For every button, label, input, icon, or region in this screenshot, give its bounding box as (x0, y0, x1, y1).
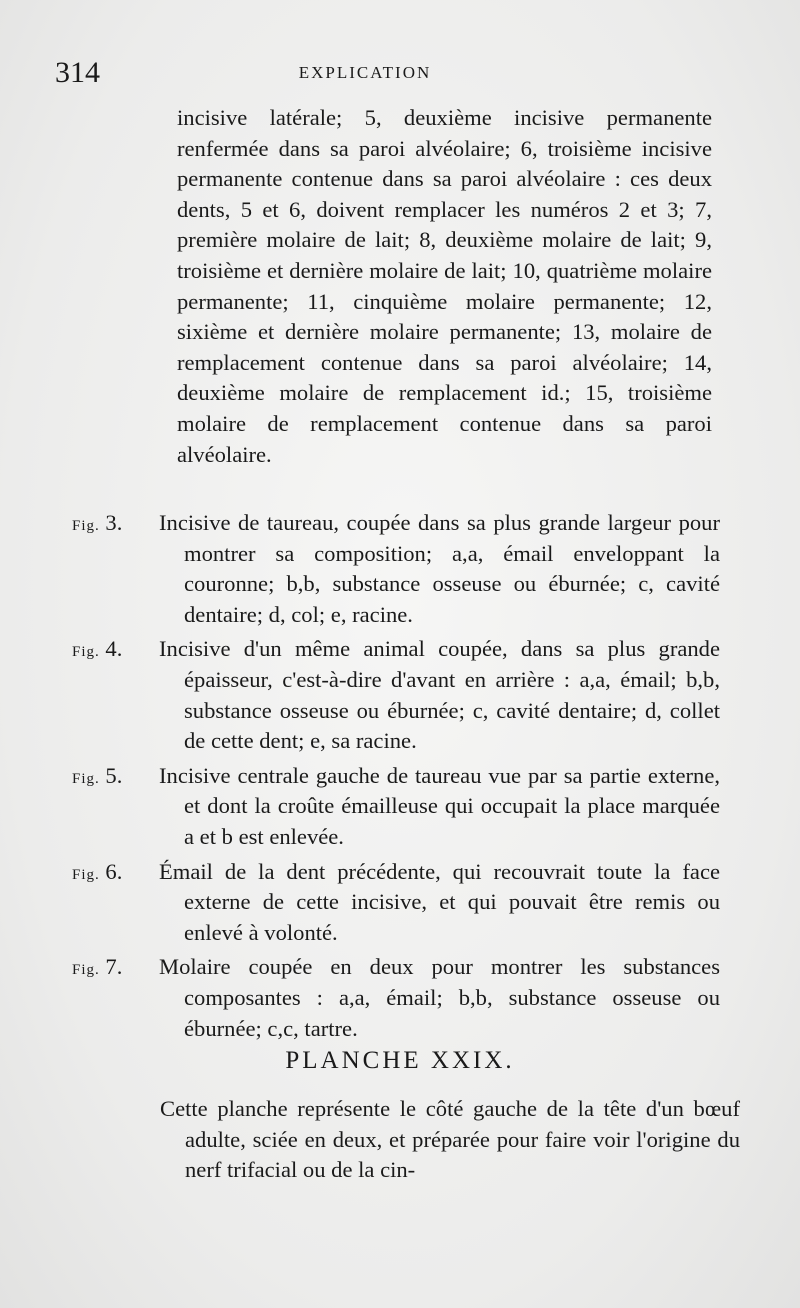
figure-label: Fig. 6. (72, 858, 123, 884)
figure-description: Molaire coupée en deux pour montrer les substances composantes : a,a, émail; b,b, substance osseuse ou éburnée; c,c, tartre. (159, 954, 720, 1041)
figure-legend-fig-5 (72, 761, 720, 853)
continued-paragraph: incisive latérale; 5, deuxième incisive permanente renfermée dans sa paroi alvéolaire; 6, troisième incisive permanente contenue dans sa paroi alvéolaire : ces deux dents, 5 et 6, doivent remplacer les numéros 2 et 3; 7, première molaire de lait; 8, deuxième molaire de lait; 9, troisième et dernière molaire de lait; 10, quatrième molaire permanente; 11, cinquième molaire permanente; 12, sixième et dernière molaire permanente; 13, molaire de remplacement contenue dans sa paroi alvéolaire; 14, deuxième molaire de remplacement id.; 15, troisième molaire de remplacement contenue dans sa paroi alvéolaire. (177, 105, 712, 467)
figure-legend-list (72, 508, 720, 1048)
figure-description: Émail de la dent précédente, qui recouvrait toute la face externe de cette incisive, et qui pouvait être remis ou enlevé à volonté. (159, 858, 720, 945)
running-title: EXPLICATION (298, 63, 432, 82)
figure-description: Incisive d'un même animal coupée, dans sa plus grande épaisseur, c'est-à-dire d'avant en arrière : a,a, émail; b,b, substance osseuse ou éburnée; c, cavité dentaire; d, collet de cette dent; e, sa racine. (159, 636, 720, 754)
figure-label: Fig. 3. (72, 510, 123, 535)
figure-label: Fig. 7. (72, 954, 123, 980)
figure-description: Incisive centrale gauche de taureau vue par sa partie externe, et dont la croûte émailleuse qui occupait la place marquée a et b est enlevée. (159, 762, 720, 849)
plate-heading: PLANCHE XXIX. (285, 1047, 515, 1074)
figure-legend-fig-4 (72, 634, 720, 756)
page-number: 314 (55, 56, 100, 89)
figure-label: Fig. 5. (72, 762, 123, 788)
figure-description: Incisive de taureau, coupée dans sa plus grande largeur pour montrer sa composition; a,a, émail enveloppant la couronne; b,b, substance osseuse ou éburnée; c, cavité dentaire; d, col; e, racine. (159, 510, 720, 627)
plate-description: Cette planche représente le côté gauche de la tête d'un bœuf adulte, sciée en deux, et préparée pour faire voir l'origine du nerf trifacial ou de la cin- (160, 1096, 740, 1183)
figure-legend-fig-6 (72, 857, 720, 949)
page-header (55, 56, 715, 96)
figure-label: Fig. 4. (72, 636, 123, 662)
figure-legend-fig-7 (72, 952, 720, 1044)
figure-legend-fig-3 (72, 508, 720, 630)
